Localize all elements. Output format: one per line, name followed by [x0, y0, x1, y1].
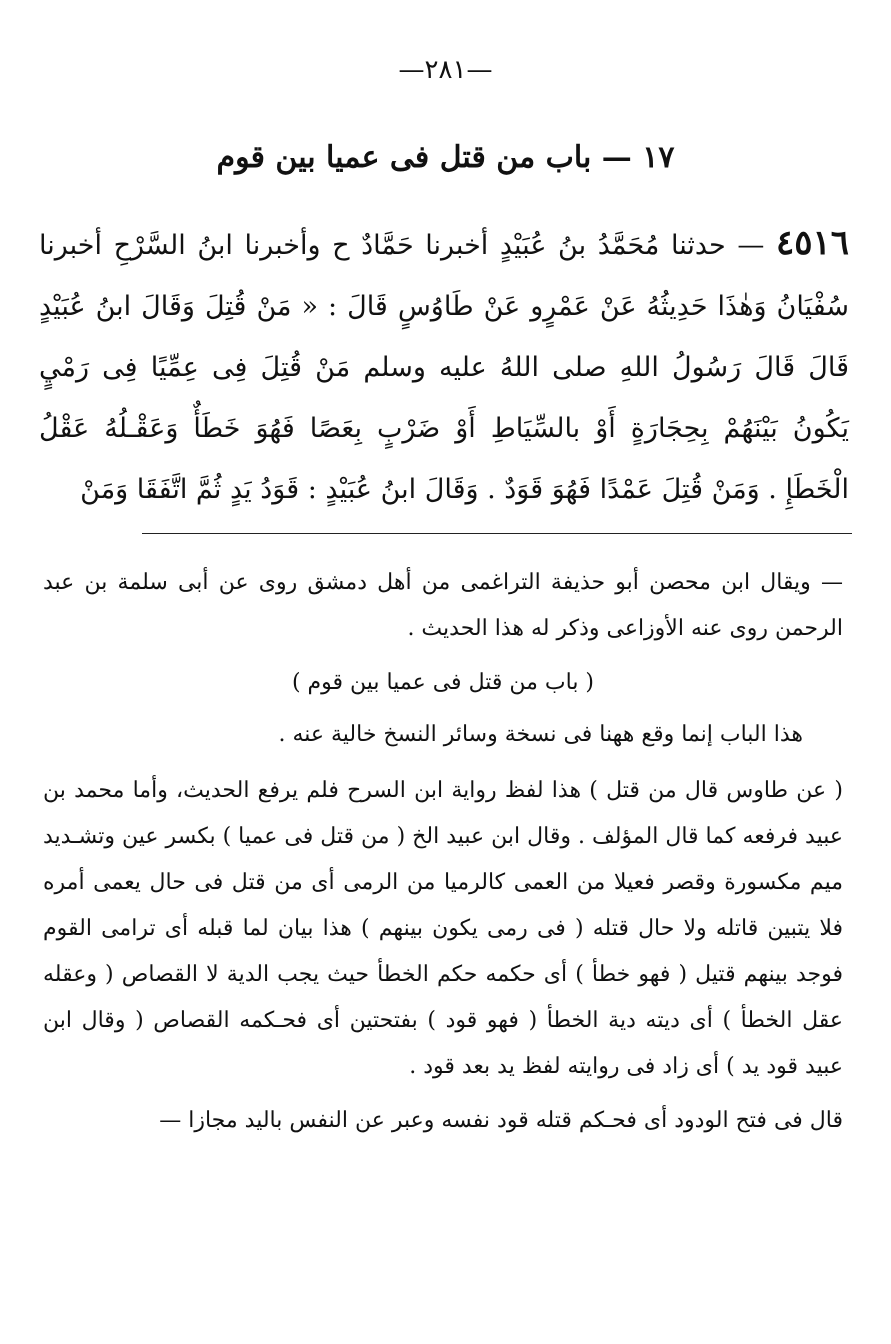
commentary-paragraph-4: قال فى فتح الودود أى فحـكم قتله قود نفسه وعبر عن النفس باليد مجازا — [159, 1108, 843, 1133]
chapter-title: ١٧ — باب من قتل فى عميا بين قوم [216, 140, 675, 175]
commentary-paragraph-1: — ويقال ابن محصن أبو حذيفة التراغمى من أهل دمشق روى عن أبى سلمة بن عبد الرحمن روى عنه الأوزاعى وذكر له هذا الحديث . [43, 570, 843, 641]
footnote-divider [142, 533, 852, 534]
commentary-paragraph-2: هذا الباب إنما وقع ههنا فى نسخة وسائر النسخ خالية عنه . [278, 722, 803, 747]
commentary [43, 560, 843, 1152]
commentary-paragraph-3: ( عن طاوس قال من قتل ) هذا لفظ رواية ابن السرح فلم يرفع الحديث، وأما محمد بن عبيد فرفعه كما قال المؤلف . وقال ابن عبيد الخ ( من قتل فى عميا ) بكسر عين وتشـديد ميم مكسورة وقصر فعيلا من العمى كالرميا من الرمى أى من قتل فى حال يعمى أمره فلا يتبين قاتله ولا حال قتله ( فى رمى يكون بينهم ) هذا بيان لما قبله أى ترامى القوم فوجد بينهم قتيل ( فهو خطأ ) أى حكمه حكم الخطأ حيث يجب الدية لا القصاص ( وعقله عقل الخطأ ) أى ديته دية الخطأ ( فهو قود ) بفتحتين أى فحـكمه القصاص ( وقال ابن عبيد قود يد ) أى زاد فى روايته لفظ يد بعد قود . [43, 778, 843, 1079]
hadith-number: ٤٥١٦ [775, 223, 849, 263]
hadith-text: — حدثنا مُحَمَّدُ بنُ عُبَيْدٍ أخبرنا حَمَّادٌ ح وأخبرنا ابنُ السَّرْحِ أخبرنا سُفْيَانُ وَهٰذَا حَدِيثُهُ عَنْ عَمْرٍو عَنْ طَاوُسٍ قَالَ : « مَنْ قُتِلَ وَقَالَ ابنُ عُبَيْدٍ قَالَ قَالَ رَسُولُ اللهِ صلى اللهُ عليه وسلم مَنْ قُتِلَ فِى عِمِّيًا فِى رَمْيٍ يَكُونُ بَيْنَهُمْ بِحِجَارَةٍ أَوْ بالسِّيَاطِ أَوْ ضَرْبٍ بِعَصًا فَهُوَ خَطَأٌ وَعَقْـلُهُ عَقْلُ الْخَطَإِ . وَمَنْ قُتِلَ عَمْدًا فَهُوَ قَوَدٌ . وَقَالَ ابنُ عُبَيْدٍ : قَوَدُ يَدٍ ثُمَّ اتَّفَقَا وَمَنْ [39, 230, 849, 505]
hadith-block [39, 213, 849, 520]
page-number: —٢٨١— [398, 55, 493, 85]
commentary-heading: ( باب من قتل فى عميا بين قوم ) [291, 670, 595, 695]
